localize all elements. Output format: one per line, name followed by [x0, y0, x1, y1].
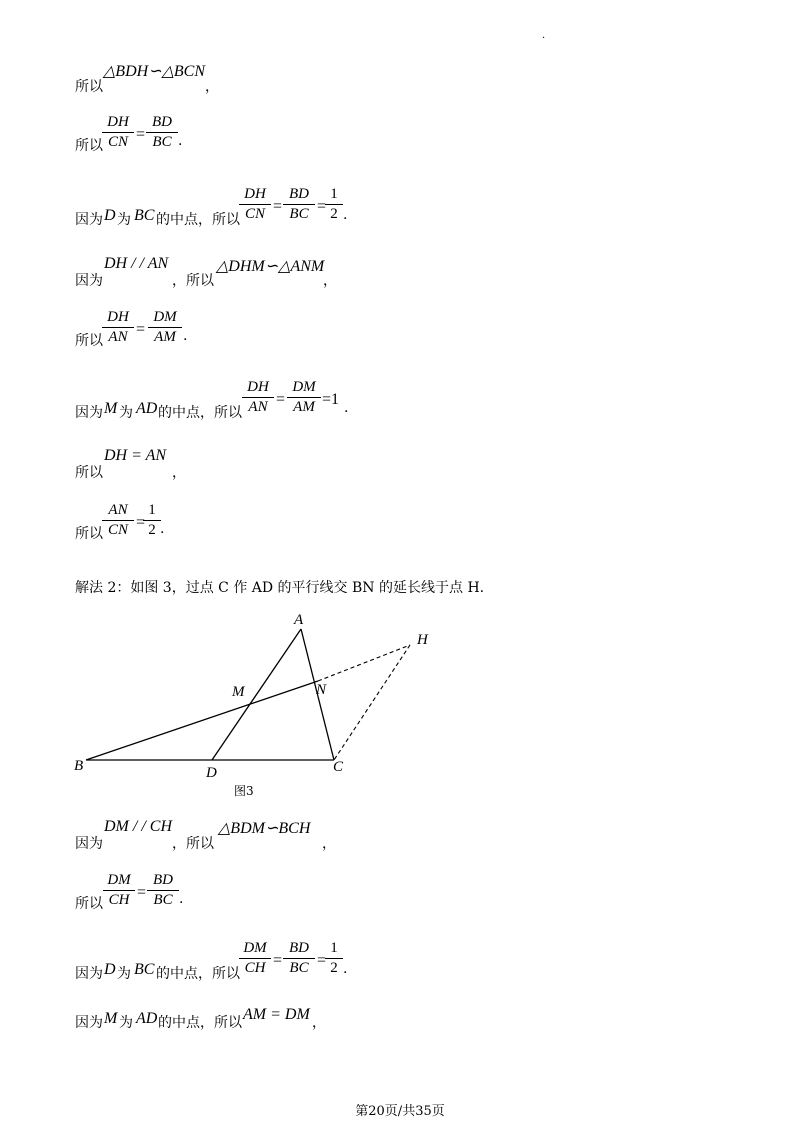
denominator: BC [152, 134, 172, 150]
solution-2-heading: 解法 2：如图 3，过点 C 作 AD 的平行线交 BN 的延长线于点 H. [75, 580, 485, 596]
text: ，所以 [172, 273, 214, 289]
period: . [183, 328, 188, 344]
denominator: CH [108, 892, 130, 908]
text-suoyi: 所以 [75, 138, 103, 154]
comma: ， [172, 465, 186, 481]
figure-3 [70, 605, 450, 800]
comma: ， [312, 1015, 326, 1031]
label-c: C [333, 759, 344, 775]
numerator: DM [243, 940, 267, 956]
segment-ad [212, 629, 301, 760]
equals-sign: = [136, 321, 146, 338]
similar-expression: △DHM∽△ANM [216, 258, 325, 275]
denominator: CN [107, 522, 128, 538]
fraction [325, 186, 343, 223]
similar-expression: △BDM∽BCH [218, 820, 311, 837]
fraction [147, 872, 179, 909]
denominator: 2 [330, 960, 338, 976]
text-suoyi: 所以 [75, 465, 103, 481]
equals-sign: = [137, 884, 147, 901]
fraction [283, 940, 315, 977]
text-yinwei: 因为 [75, 405, 103, 421]
segment-nh-dashed [318, 645, 410, 681]
segment-label: BC [134, 207, 155, 224]
numerator: DH [107, 309, 129, 325]
period: . [179, 891, 184, 907]
label-d: D [206, 765, 217, 781]
numerator: BD [152, 114, 172, 130]
text: ，所以 [172, 836, 214, 852]
denominator: CN [244, 206, 265, 222]
fraction [102, 114, 134, 151]
label-b: B [74, 758, 84, 774]
equation: DH = AN [104, 447, 167, 464]
label-a: A [294, 612, 304, 628]
point-label: M [104, 1010, 118, 1027]
equals-sign: = [273, 952, 283, 969]
text: 为 [117, 966, 131, 982]
fraction [143, 502, 161, 539]
numerator: DH [107, 114, 129, 130]
period: . [160, 521, 165, 537]
comma: ， [205, 79, 219, 95]
numerator: AN [108, 502, 128, 518]
text: 的中点，所以 [156, 212, 240, 228]
figure-caption: 图3 [234, 784, 254, 798]
parallel-expression: DH / / AN [104, 255, 169, 272]
numerator: DH [244, 186, 266, 202]
fraction [103, 872, 135, 909]
denominator: AN [108, 329, 128, 345]
numerator: DM [153, 309, 177, 325]
point-label: M [104, 400, 118, 417]
fraction [283, 186, 315, 223]
numerator: DH [247, 379, 269, 395]
segment-label: AD [136, 1010, 158, 1027]
segment-label: BC [134, 961, 155, 978]
similar-expression: △BDH∽△BCN [103, 63, 206, 80]
period: . [178, 133, 183, 149]
fraction [146, 114, 178, 151]
fraction [242, 379, 274, 416]
point-label: D [104, 961, 116, 978]
segment-hc-dashed [334, 645, 410, 760]
denominator: BC [289, 960, 309, 976]
text: 的中点，所以 [156, 966, 240, 982]
comma: ， [322, 836, 336, 852]
equals-sign: = [136, 126, 146, 143]
numerator: 1 [148, 502, 156, 518]
text-yinwei: 因为 [75, 966, 103, 982]
numerator: BD [289, 186, 309, 202]
text-suoyi: 所以 [75, 333, 103, 349]
text-yinwei: 因为 [75, 836, 103, 852]
text: 的中点，所以 [158, 405, 242, 421]
fraction [102, 502, 134, 539]
numerator: DM [292, 379, 316, 395]
period: . [343, 961, 348, 977]
fraction [239, 186, 271, 223]
fraction [287, 379, 321, 416]
numerator: 1 [330, 940, 338, 956]
comma: ， [323, 273, 337, 289]
text: 为 [119, 405, 133, 421]
denominator: AM [293, 399, 315, 415]
equals-sign: = [273, 198, 283, 215]
equals-sign: = [317, 198, 327, 215]
denominator: CH [244, 960, 266, 976]
point-label: D [104, 207, 116, 224]
equation: AM = DM [243, 1006, 310, 1023]
equals-sign: = [317, 952, 327, 969]
equals-sign: = [276, 391, 286, 408]
denominator: AN [248, 399, 268, 415]
label-n: N [316, 682, 327, 698]
denominator: BC [153, 892, 173, 908]
header-mark: . [542, 30, 546, 41]
numerator: BD [289, 940, 309, 956]
text-yinwei: 因为 [75, 212, 103, 228]
label-h: H [417, 632, 428, 648]
segment-bn [86, 681, 318, 760]
text: 的中点，所以 [158, 1015, 242, 1031]
text-suoyi: 所以 [75, 526, 103, 542]
text-yinwei: 因为 [75, 273, 103, 289]
numerator: BD [153, 872, 173, 888]
fraction [148, 309, 182, 346]
value: =1 [322, 391, 340, 408]
equals-sign: = [136, 514, 146, 531]
numerator: DM [107, 872, 131, 888]
denominator: 2 [330, 206, 338, 222]
fraction [325, 940, 343, 977]
denominator: BC [289, 206, 309, 222]
label-m: M [232, 684, 245, 700]
fraction [239, 940, 271, 977]
text-suoyi: 所以 [75, 79, 103, 95]
page-footer: 第20页/共35页 [355, 1104, 445, 1119]
numerator: 1 [330, 186, 338, 202]
segment-label: AD [136, 400, 158, 417]
text: 为 [119, 1015, 133, 1031]
text-suoyi: 所以 [75, 896, 103, 912]
fraction [102, 309, 134, 346]
period: . [344, 400, 349, 416]
text: 为 [117, 212, 131, 228]
text-yinwei: 因为 [75, 1015, 103, 1031]
denominator: AM [154, 329, 176, 345]
parallel-expression: DM / / CH [104, 818, 172, 835]
denominator: 2 [148, 522, 156, 538]
period: . [343, 207, 348, 223]
denominator: CN [107, 134, 128, 150]
